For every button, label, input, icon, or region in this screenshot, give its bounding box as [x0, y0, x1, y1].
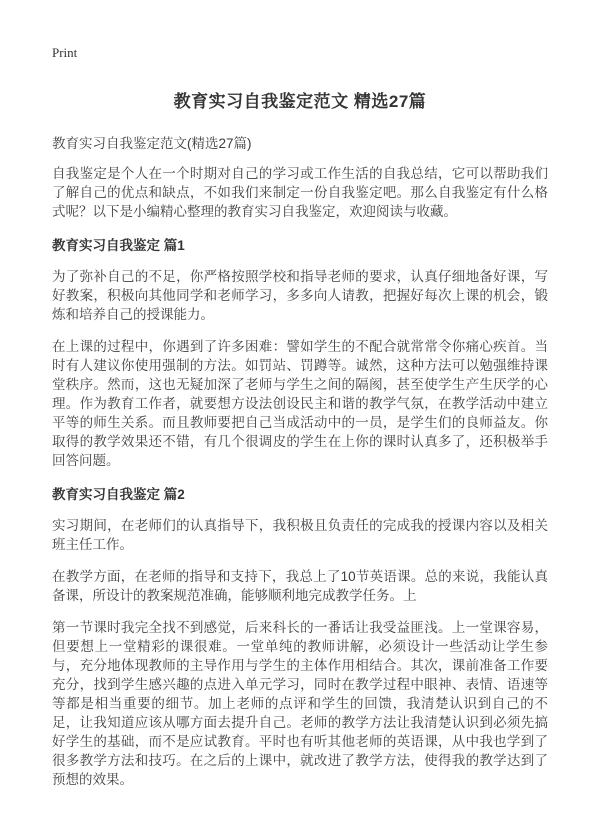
section-2-paragraph-2: 在教学方面，在老师的指导和支持下，我总上了10节英语课。总的来说，我能认真备课，所设计的教案规范准确，能够顺利地完成教学任务。上: [52, 569, 548, 603]
section-2-paragraph-3: 第一节课时我完全找不到感觉，后来科长的一番话让我受益匪浅。上一堂课容易，但要想上一堂精彩的课很难。一堂单纯的教师讲解，必须设计一些活动让学生参与，充分地体现教师的主导作用与学生的主体作用相结合。其次，课前准备工作要充分，找到学生感兴趣的点进入单元学习，同时在教学过程中眼神、表情、语速等等都是相当重要的细节。加上老师的点评和学生的回馈，我清楚认识到自己的不足，让我知道应该从哪方面去提升自己。老师的教学方法让我清楚认识到必须先搞好学生的基础，而不是应试教育。平时也有听其他老师的英语课，从中我也学到了很多教学方法和技巧。在之后的上课中，就改进了教学方法，使得我的教学达到了预想的效果。: [52, 620, 548, 787]
page-title: 教育实习自我鉴定范文 精选27篇: [173, 92, 427, 111]
section-2-paragraph-1: 实习期间，在老师们的认真指导下，我积极且负责任的完成我的授课内容以及相关班主任工作。: [52, 518, 548, 552]
section-1-paragraph-1: 为了弥补自己的不足，你严格按照学校和指导老师的要求，认真仔细地备好课，写好教案，积极向其他同学和老师学习，多多向人请教，把握好每次上课的机会，锻炼和培养自己的授课能力。: [52, 269, 548, 322]
section-2-heading: 教育实习自我鉴定 篇2: [52, 487, 185, 502]
document-subtitle: 教育实习自我鉴定范文(精选27篇): [52, 136, 252, 151]
section-1-heading: 教育实习自我鉴定 篇1: [52, 238, 185, 253]
intro-paragraph: 自我鉴定是个人在一个时期对自己的学习或工作生活的自我总结，它可以帮助我们了解自己的优点和缺点，不如我们来制定一份自我鉴定吧。那么自我鉴定有什么格式呢？以下是小编精心整理的教育实习自我鉴定，欢迎阅读与收藏。: [52, 166, 548, 219]
print-link[interactable]: Print: [52, 45, 78, 60]
section-1-paragraph-2: 在上课的过程中，你遇到了许多困难：譬如学生的不配合就常常令你痛心疾首。当时有人建议你使用强制的方法。如罚站、罚蹲等。诚然，这种方法可以勉强维持课堂秩序。然而，这也无疑加深了老师与学生之间的隔阂，甚至使学生产生厌学的心理。作为教育工作者，就要想方设法创设民主和谐的教学气氛，在教学活动中建立平等的师生关系。而且教师要把自己当成活动中的一员，是学生们的良师益友。你取得的教学效果还不错，有几个很调皮的学生在上你的课时认真多了，还积极举手回答问题。: [52, 339, 548, 468]
